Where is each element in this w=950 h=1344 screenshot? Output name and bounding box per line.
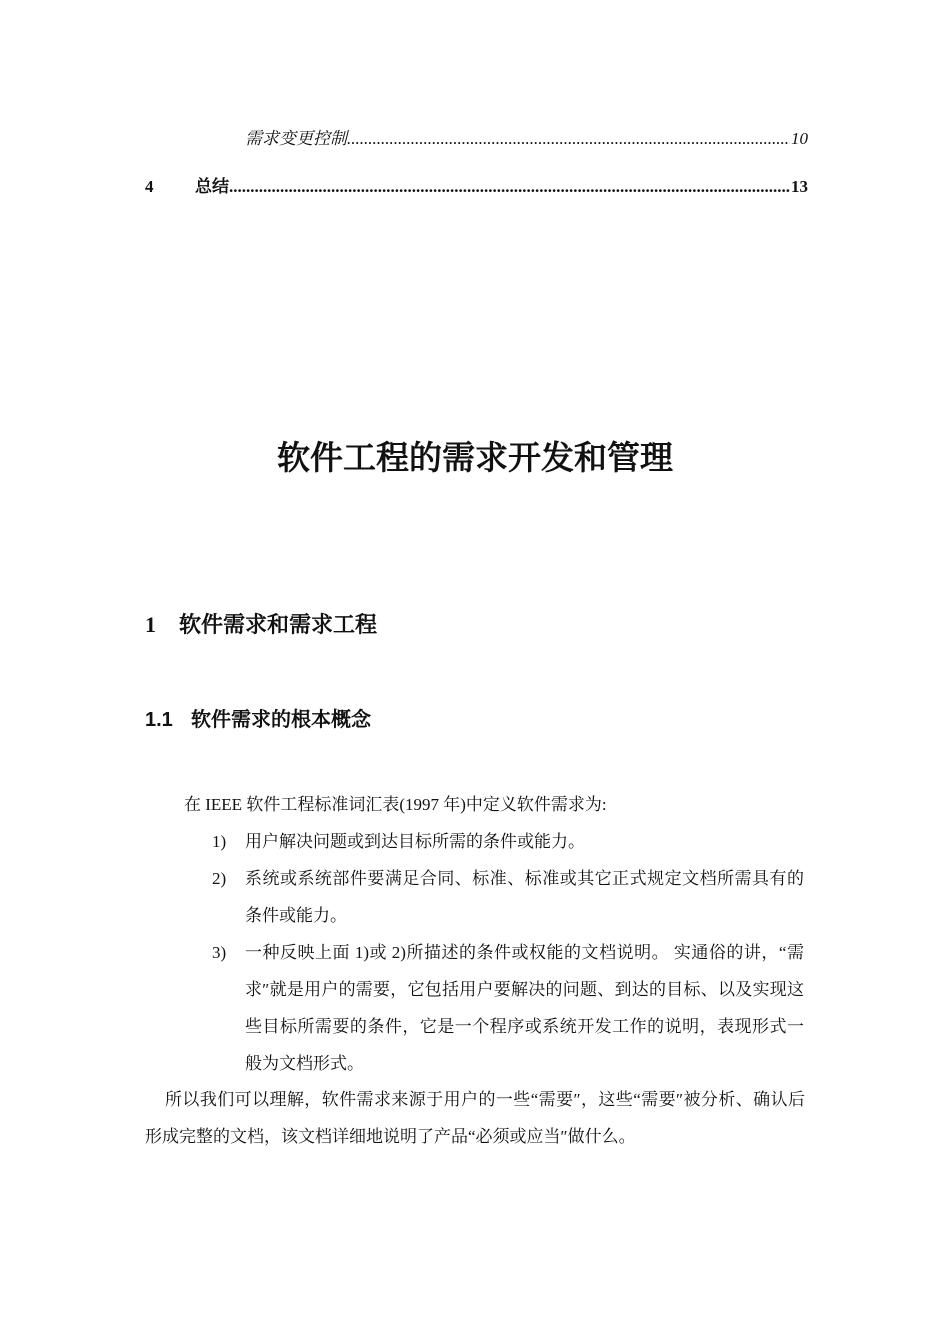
toc-entry-page: 10 [791,129,808,148]
section-title: 软件需求和需求工程 [179,613,378,638]
toc-leader-dots [347,129,790,149]
toc-entry-page: 13 [791,177,808,196]
list-marker: 3) [212,943,227,962]
list-item [212,860,804,934]
intro-paragraph: 在 IEEE 软件工程标准词汇表(1997 年)中定义软件需求为: [184,795,607,814]
list-marker: 2) [212,869,227,888]
list-item-text: 系统或系统部件要满足合同、标准、标准或其它正式规定文档所需具有的条件或能力。 [245,869,804,925]
document-title: 软件工程的需求开发和管理 [277,438,673,477]
summary-paragraph: 所以我们可以理解，软件需求来源于用户的一些“需要″，这些“需要″被分析、确认后形成完整的文档，该文档详细地说明了产品“必须或应当″做什么。 [145,1090,805,1146]
section-number: 1 [145,612,156,637]
section-heading [145,608,377,639]
subsection-number: 1.1 [145,709,173,731]
subsection-heading [145,703,371,732]
list-item-text: 一种反映上面 1)或 2)所描述的条件或权能的文档说明。 实通俗的讲，“需求″就是用户的需要，它包括用户要解决的问题、到达的目标、以及实现这些目标所需要的条件，它是一个程序或系统开发工作的说明，表现形式一般为文档形式。 [245,943,804,1073]
toc-entry[interactable] [145,172,808,196]
toc-leader-dots [229,177,790,197]
list-item [212,823,804,860]
toc-entry-number: 4 [145,177,154,196]
toc-entry[interactable] [245,124,808,148]
toc-entry-title: 需求变更控制 [245,129,347,148]
list-marker: 1) [212,832,227,851]
subsection-title: 软件需求的根本概念 [191,707,371,731]
list-item [212,934,804,1082]
list-item-text: 用户解决问题或到达目标所需的条件或能力。 [245,832,585,851]
toc-entry-title: 总结 [195,177,229,196]
